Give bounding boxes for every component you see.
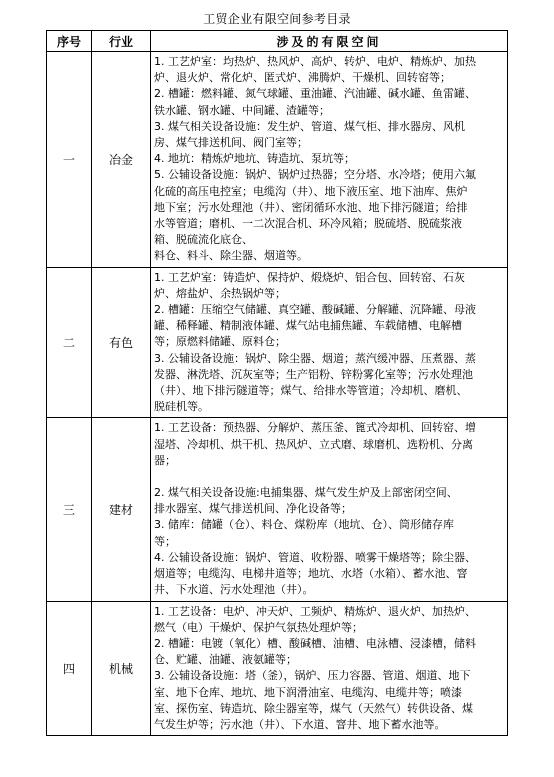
row-industry: 机械: [92, 601, 151, 736]
table-row: [47, 52, 508, 268]
row-serial-number: 二: [47, 267, 92, 418]
table-row: [47, 418, 508, 601]
table-row: [47, 267, 508, 418]
content-line: 脱硅机等。: [154, 400, 209, 414]
limited-space-table: [46, 30, 508, 736]
content-line: 等；: [154, 534, 176, 548]
blank-line: [154, 469, 504, 485]
content-line: 仓、贮罐、油罐、液氨罐等；: [154, 653, 297, 667]
content-line: 铁水罐、钢水罐、中间罐、渣罐等；: [154, 103, 330, 117]
content-line: 排水器室、煤气排送机间、净化设备等；: [154, 502, 352, 516]
content-line: 1. 工艺炉室：铸造炉、保持炉、煅烧炉、铝合包、回转窑、石灰: [154, 270, 465, 284]
content-line: 水等管道；磨机、一二次混合机、环冷风箱；脱硫塔、脱硫浆液: [154, 217, 462, 231]
row-limited-spaces: [151, 267, 508, 418]
content-line: 1. 工艺设备：预热器、分解炉、蒸压釜、篦式冷却机、回转窑、增: [154, 421, 476, 435]
content-line: 燃气（电）干燥炉、保护气氛热处理炉等；: [154, 620, 363, 634]
content-line: 室、地下仓库、地坑、地下润滑油室、电缆沟、电缆井等；喷漆: [154, 685, 462, 699]
row-industry: 冶金: [92, 52, 151, 268]
row-serial-number: 一: [47, 52, 92, 268]
header-limited-spaces: 涉及的有限空间: [151, 31, 508, 52]
content-line: 湿塔、冷却机、烘干机、热风炉、立式磨、球磨机、选粉机、分离: [154, 437, 473, 451]
content-line: （井）、地下排污隧道等；煤气、给排水等管道；冷却机、磨机、: [154, 384, 468, 398]
page-title: 工贸企业有限空间参考目录: [203, 12, 351, 26]
table-header-row: [47, 31, 508, 52]
header-industry: 行业: [92, 31, 151, 52]
content-line: 5. 公辅设备设施：锅炉、锅炉过热器；空分塔、水冷塔；使用六氟: [154, 168, 476, 182]
row-industry: 有色: [92, 267, 151, 418]
content-line: 发器、淋洗塔、沉灰室等；生产铝粉、锌粉雾化室等；污水处理池: [154, 367, 473, 381]
content-line: 罐、稀释罐、精制液体罐、煤气站电捕焦罐、车载储槽、电解槽: [154, 319, 462, 333]
content-line: 3. 煤气相关设备设施：发生炉、管道、煤气柜、排水器房、风机: [154, 119, 465, 133]
row-limited-spaces: [151, 601, 508, 736]
content-line: 2. 槽罐：电镀（氧化）槽、酸碱槽、油槽、电泳槽、浸漆槽，储料: [154, 636, 476, 650]
content-line: 4. 公辅设备设施：锅炉、管道、收粉器、喷雾干燥塔等；除尘器、: [154, 550, 476, 564]
content-line: 井、下水道、污水处理池（井）。: [154, 583, 314, 597]
content-line: 炉、熔盐炉、余热锅炉等；: [154, 286, 286, 300]
content-line: 箱、脱硫流化底仓、: [154, 233, 253, 247]
content-line: 3. 公辅设备设施：塔（釜），锅炉、压力容器、管道、烟道、地下: [154, 669, 471, 683]
content-line: 等；原燃料储罐、原料仓；: [154, 335, 286, 349]
content-line: 2. 槽罐：燃料罐、氮气球罐、重油罐、汽油罐、碱水罐、鱼雷罐、: [154, 87, 476, 101]
row-serial-number: 三: [47, 418, 92, 601]
content-line: 2. 槽罐：压缩空气储罐、真空罐、酸碱罐、分解罐、沉降罐、母液: [154, 303, 476, 317]
content-line: 3. 储库：储罐（仓）、料仓、煤粉库（地坑、仓）、筒形储存库: [154, 518, 454, 532]
row-industry: 建材: [92, 418, 151, 601]
row-limited-spaces: [151, 52, 508, 268]
content-line: 气发生炉等；污水池（井）、下水道、窨井、地下蓄水池等。: [154, 717, 446, 731]
content-line: 2. 煤气相关设备设施:电捕集器、煤气发生炉及上部密闭空间、: [154, 486, 458, 500]
header-serial: 序号: [47, 31, 92, 52]
content-line: 料仓、料斗、除尘器、烟道等。: [154, 249, 308, 263]
content-line: 烟道等；电缆沟、电梯井道等；地坑、水塔（水箱）、蓄水池、窨: [154, 567, 468, 581]
content-line: 1. 工艺设备：电炉、冲天炉、工频炉、精炼炉、退火炉、加热炉、: [154, 604, 476, 618]
content-line: 4. 地坑：精炼炉地坑、铸造坑、泵坑等；: [154, 152, 355, 166]
row-limited-spaces: [151, 418, 508, 601]
table-row: [47, 601, 508, 736]
content-line: 1. 工艺炉室：均热炉、热风炉、高炉、转炉、电炉、精炼炉、加热: [154, 55, 476, 68]
content-line: 炉、退火炉、常化炉、匿式炉、沸腾炉、干燥机、回转窑等；: [154, 71, 451, 85]
content-line: 3. 公辅设备设施：锅炉、除尘器、烟道；蒸汽缓冲器、压煮器、蒸: [154, 351, 476, 365]
content-line: 化硫的高压电控室；电缆沟（井）、地下液压室、地下油库、焦炉: [154, 184, 468, 198]
content-line: 室、探伤室、铸造坑、除尘器室等，煤气（天然气）转供设备、煤: [154, 701, 473, 715]
content-line: 地下室；污水处理池（井）、密闭循环水池、地下排污隧道；给排: [154, 200, 468, 214]
content-line: 房、煤气排送机间、阀门室等；: [154, 136, 308, 150]
row-serial-number: 四: [47, 601, 92, 736]
content-line: 器；: [154, 453, 176, 467]
